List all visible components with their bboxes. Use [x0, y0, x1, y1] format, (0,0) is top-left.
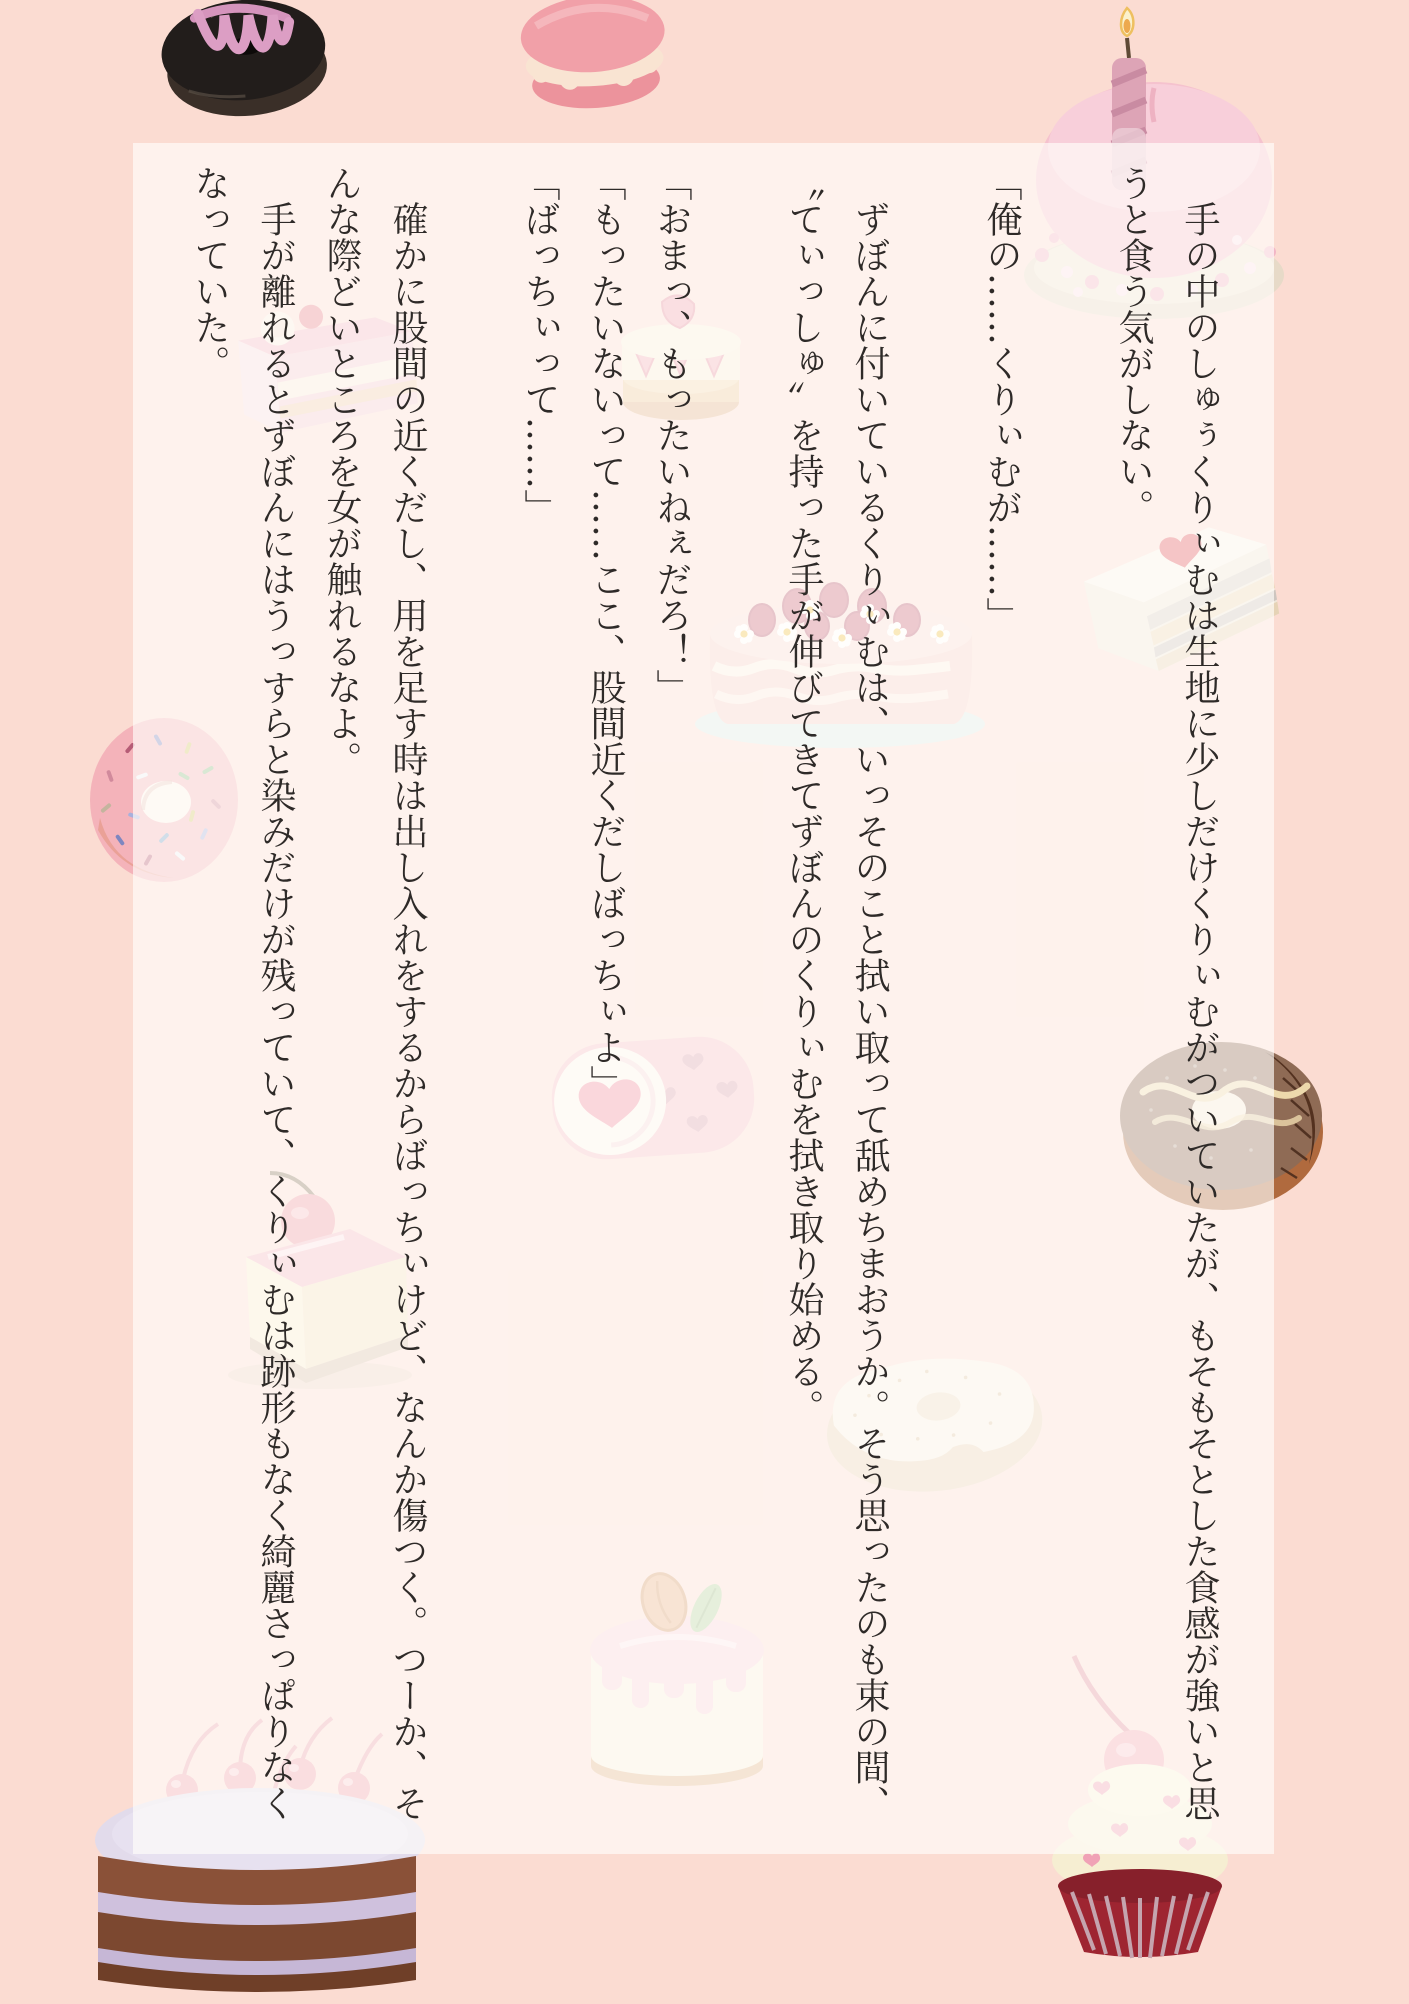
story-paragraph: 手の中のしゅぅくりぃむは生地に少しだけくりぃむがついていたが、もそもそとした食感が強いと思うと食う気がしない。: [1113, 165, 1220, 1821]
story-paragraph: 「もったいないって……ここ、股間近くだしばっちぃよ」: [585, 165, 626, 1101]
story-text: [172, 165, 1232, 1840]
story-paragraph: 「おまっ、もったいねぇだろ！」: [651, 165, 692, 705]
chocolate-glazed-donut-icon: [153, 0, 336, 129]
story-paragraph: 「ばっちぃって……」: [519, 165, 560, 525]
story-paragraph: 手が離れるとずぼんにはうっすらと染みだけが残っていて、くりぃむは跡形もなく綺麗さっぱりなくなっていた。: [189, 165, 296, 1821]
story-paragraph: 「俺の……くりぃむが……」: [981, 165, 1022, 633]
story-paragraph: 確かに股間の近くだし、用を足す時は出し入れをするからばっちぃけど、なんか傷つく。つーか、そんな際どいところを女が触れるなよ。: [321, 165, 428, 1821]
pink-macaron-icon: [514, 0, 674, 120]
story-paragraph: ずぼんに付いているくりぃむは、いっそのこと拭い取って舐めちまおうか。そう思ったのも束の間、〝てぃっしゅ〟を持った手が伸びてきてずぼんのくりぃむを拭き取り始める。: [783, 165, 890, 1821]
